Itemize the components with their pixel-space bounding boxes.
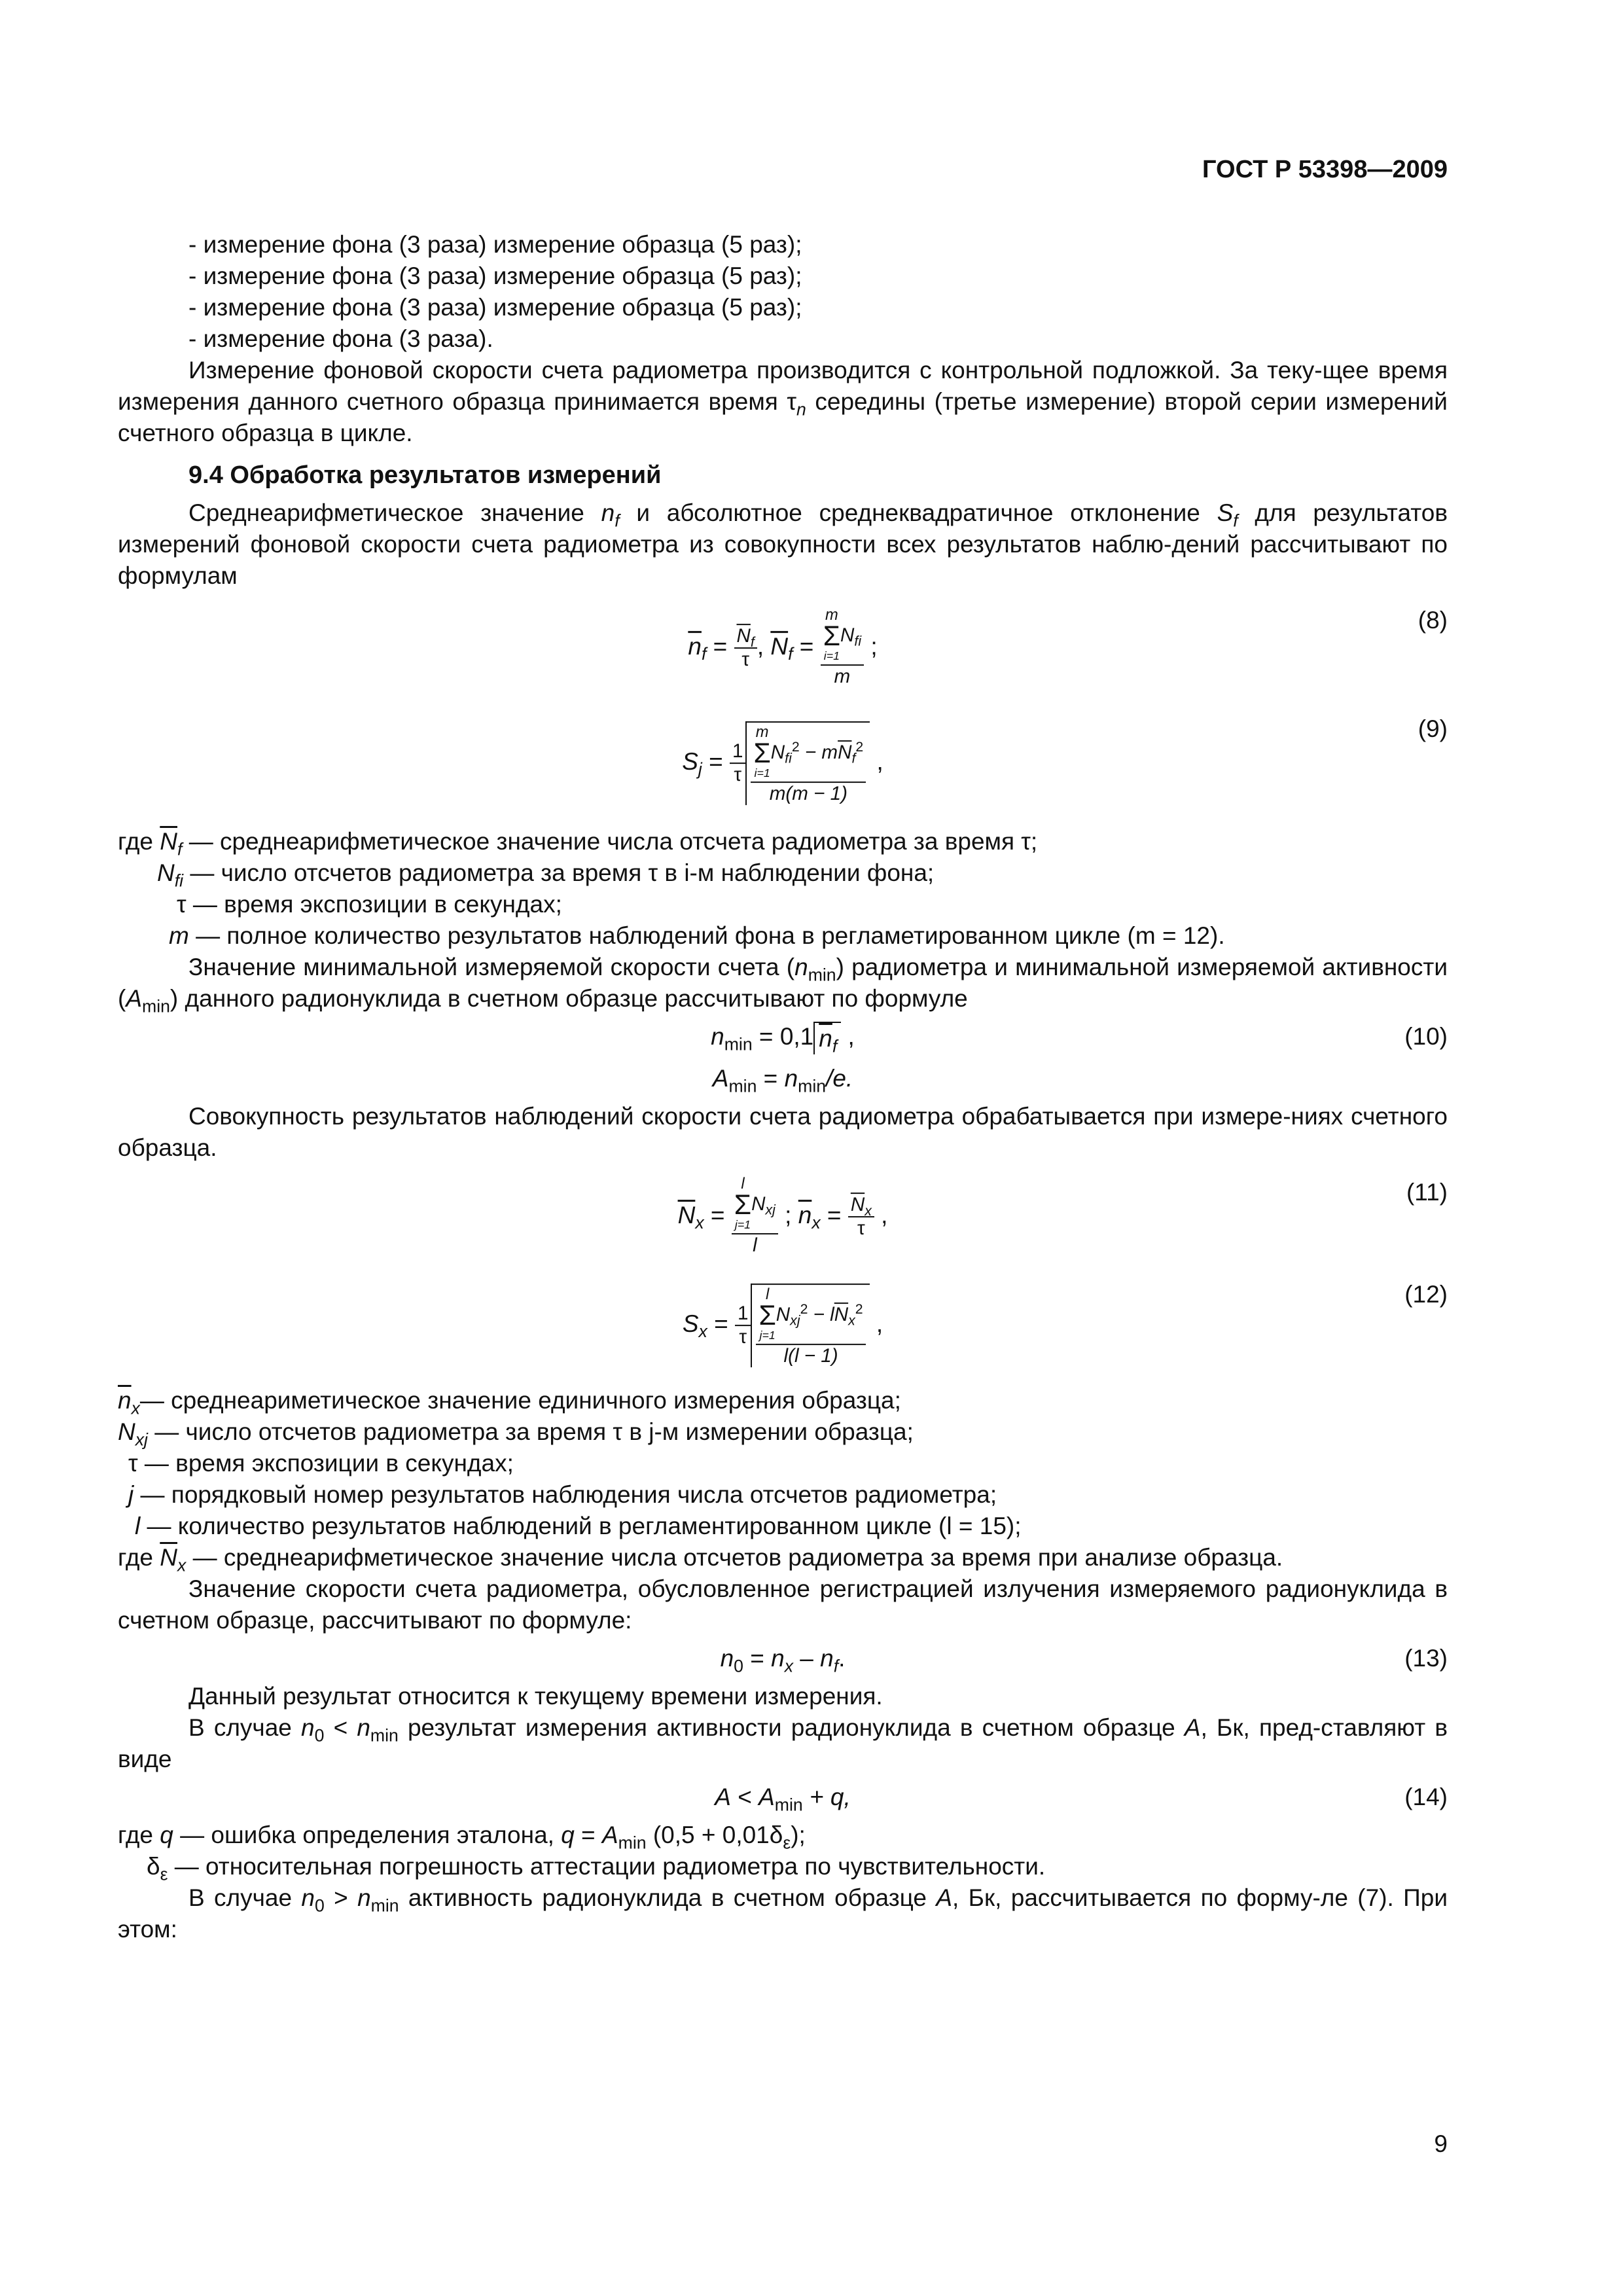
formula-10-body: $n_{min} = 0,1$ $\overline{n}_f$ , xyxy=(711,1023,855,1056)
formula-11 xyxy=(118,1168,1448,1266)
paragraph-current-time: Данный результат относится к текущему времени измерения. xyxy=(188,1683,883,1710)
document-body xyxy=(118,229,1448,1945)
legend-row: m — полное количество результатов наблюдений фона в регламетированном цикле (m = 12). xyxy=(169,922,1225,949)
square-root: m Σ i=1 $N_{fi}^2 - m\overline{N}_f^2$ m(m − 1) xyxy=(745,721,870,805)
legend-row: $\overline{n}_x—$ среднеариметическое значение единичного измерения образца; xyxy=(118,1387,901,1418)
legend-row: где $\overline{N}_x$ — среднеарифметическое значение числа отсчетов радиометра за время при анализе образца. xyxy=(118,1544,1283,1575)
list xyxy=(118,229,1448,355)
formula-number: (8) xyxy=(1418,607,1448,634)
paragraph-sample-results: Совокупность результатов наблюдений скорости счета радиометра обрабатывается при измере-ниях счетного образца. xyxy=(118,1103,1448,1161)
legend-row: $N_{xj}$ — число отсчетов радиометра за время τ в j-м измерении образца; xyxy=(118,1418,914,1450)
legend-block-1 xyxy=(118,826,1448,952)
list-item: - измерение фона (3 раза). xyxy=(188,325,493,352)
formula-12 xyxy=(118,1270,1448,1381)
formula-9-body: $S_j$ = $\frac{1}{\tau}$ m Σ i=1 $N_{fi}^2 - m\overline{N}_f^2$ m(m − 1) , xyxy=(118,721,1448,805)
legend-row: где $\overline{N}_f$ — среднеарифметическое значение числа отсчета радиометра за время τ; xyxy=(118,828,1038,859)
formula-13 xyxy=(118,1639,1448,1678)
paragraph-count-rate: Значение скорости счета радиометра, обусловленное регистрацией излучения измеряемого радионуклида в счетном образце, рассчитывают по формуле: xyxy=(118,1575,1448,1634)
formula-14 xyxy=(118,1778,1448,1817)
formula-number: (10) xyxy=(1404,1023,1448,1050)
paragraph-background-measurement: Измерение фоновой скорости счета радиометра производится с контрольной подложкой. За теку-щее время измерения данного счетного образца принимается время $\tau_n$ середины (третье измерение) второй серии измерений счетного образца в цикле. xyxy=(118,357,1448,446)
legend-row: j — порядковый номер результатов наблюдения числа отсчетов радиометра; xyxy=(128,1481,997,1508)
formula-13-body: $n_0 = n_x - n_f$. xyxy=(720,1645,846,1676)
square-root: $\overline{n}_f$ xyxy=(813,1022,841,1054)
formula-10 xyxy=(118,1017,1448,1056)
legend-row: l — количество результатов наблюдений в регламентированном цикле (l = 15); xyxy=(135,1513,1022,1539)
formula-number: (12) xyxy=(1404,1281,1448,1308)
legend-block-2 xyxy=(118,1385,1448,1573)
page-number: 9 xyxy=(1434,2130,1448,2157)
formula-a-min xyxy=(118,1059,1448,1098)
section-title: 9.4 Обработка результатов измерений xyxy=(188,461,662,489)
list-item: - измерение фона (3 раза) измерение образца (5 раз); xyxy=(188,262,802,289)
formula-number: (14) xyxy=(1404,1784,1448,1810)
legend-row: τ — время экспозиции в секундах; xyxy=(177,891,562,918)
legend-row: τ — время экспозиции в секундах; xyxy=(128,1450,514,1477)
paragraph-minimum-values: Значение минимальной измеряемой скорости счета $(n_{min})$ радиометра и минимальной измеряемой активности $(A_{min})$ данного радионуклида в счетном образце рассчитывают по формуле xyxy=(118,954,1448,1016)
legend-row: $\delta_\varepsilon$ — относительная погрешность аттестации радиометра по чувствительности. xyxy=(147,1853,1046,1884)
formula-12-body: $S_x$ = $\frac{1}{\tau}$ l Σ j=1 $N_{xj}^2 - l\overline{N}_x^2$ l(l − 1) , xyxy=(118,1283,1448,1367)
paragraph-case-less: В случае $n_0 < n_{min}$ результат измерения активности радионуклида в счетном образце A, Бк, пред-ставляют в виде xyxy=(118,1714,1448,1772)
paragraph-formulas-intro: Среднеарифметическое значение $n_f$ и абсолютное среднеквадратичное отклонение $S_f$ для результатов измерений фоновой скорости счета радиометра из совокупности всех результатов наблю-дений рассчитывают по формулам xyxy=(118,499,1448,589)
formula-number: (11) xyxy=(1406,1179,1448,1206)
list-item: - измерение фона (3 раза) измерение образца (5 раз); xyxy=(188,294,802,321)
formula-number: (13) xyxy=(1404,1645,1448,1672)
legend-row: где q — ошибка определения эталона, $q = A_{min}$ $(0,5 + 0,01\delta_\varepsilon)$; xyxy=(118,1821,806,1853)
formula-a-min-body: $A_{min} = n_{min}/e$. xyxy=(712,1065,853,1096)
formula-11-body: $\overline{N}_x$ = l Σ j=1 $N_{xj}$ l ; $\overline{n}_x$ = $\frac{\overline{N}_x}{\tau}$ , xyxy=(677,1175,888,1256)
formula-8-body: $\overline{n}_f$ = $\frac{\overline{N}_f}{\tau}$ , $\overline{N}_f$ = m Σ i=1 $N_{fi}$ m ; xyxy=(688,607,878,687)
list-item: - измерение фона (3 раза) измерение образца (5 раз); xyxy=(188,231,802,258)
standard-header: ГОСТ Р 53398—2009 xyxy=(1202,156,1448,183)
formula-9 xyxy=(118,704,1448,822)
formula-number: (9) xyxy=(1418,715,1448,742)
formula-14-body: $A < A_{min} + q$, xyxy=(715,1784,851,1815)
square-root: l Σ j=1 $N_{xj}^2 - l\overline{N}_x^2$ l(l − 1) xyxy=(751,1283,869,1367)
legend-row: $N_{fi}$ — число отсчетов радиометра за время τ в i-м наблюдении фона; xyxy=(157,859,935,891)
formula-8 xyxy=(118,596,1448,700)
paragraph-case-greater: В случае $n_0 > n_{min}$ активность радионуклида в счетном образце A, Бк, рассчитывается по форму-ле (7). При этом: xyxy=(118,1884,1448,1943)
